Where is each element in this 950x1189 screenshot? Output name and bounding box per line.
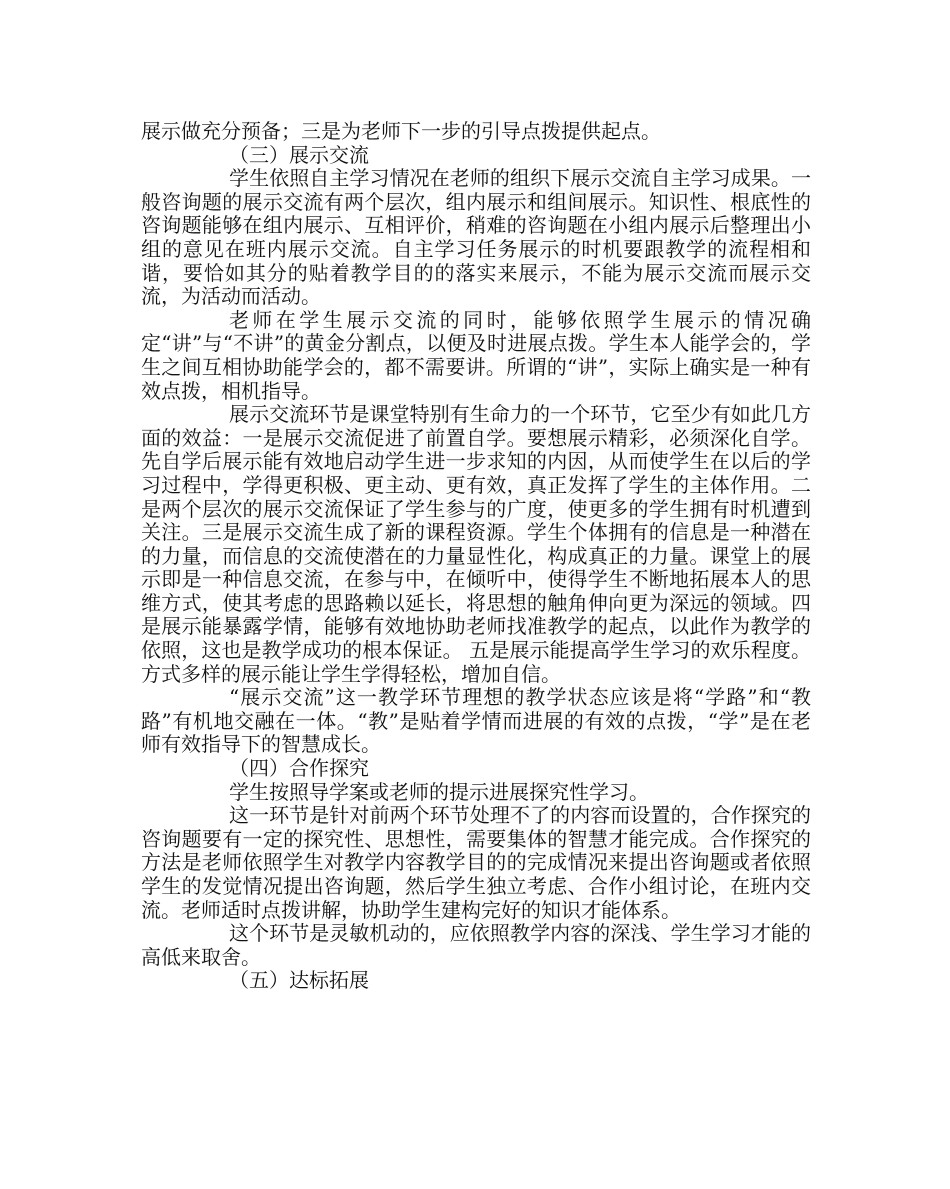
paragraph: 展示交流环节是课堂特别有生命力的一个环节，它至少有如此几方面的效益：一是展示交流促进了前置自学。要想展示精彩，必须深化自学。先自学后展示能有效地启动学生进一步求知的内因，从而使学生在以后的学习过程中，学得更积极、更主动、更有效，真正发挥了学生的主体作用。二是两个层次的展示交流保证了学生参与的广度，使更多的学生拥有时机遭到关注。三是展示交流生成了新的课程资源。学生个体拥有的信息是一种潜在的力量，而信息的交流使潜在的力量显性化，构成真正的力量。课堂上的展示即是一种信息交流，在参与中，在倾听中，使得学生不断地拓展本人的思维方式，使其考虑的思路赖以延长，将思想的触角伸向更为深远的领域。四是展示能暴露学情，能够有效地协助老师找准教学的起点，以此作为教学的依照，这也是教学成功的根本保证。 五是展示能提高学生学习的欢乐程度。方式多样的展示能让学生学得轻松，增加自信。 <box>141 402 811 686</box>
paragraph: 老师在学生展示交流的同时，能够依照学生展示的情况确定“讲”与“不讲”的黄金分割点，以便及时进展点拨。学生本人能学会的，学生之间互相协助能学会的，都不需要讲。所谓的“讲”，实际上确实是一种有效点拨，相机指导。 <box>141 307 811 403</box>
paragraph: 这一环节是针对前两个环节处理不了的内容而设置的，合作探究的咨询题要有一定的探究性、思想性，需要集体的智慧才能完成。合作探究的方法是老师依照学生对教学内容教学目的的完成情况来提出咨询题或者依照学生的发觉情况提出咨询题，然后学生独立考虑、合作小组讨论，在班内交流。老师适时点拨讲解，协助学生建构完好的知识才能体系。 <box>141 803 811 922</box>
paragraph: 学生按照导学案或老师的提示进展探究性学习。 <box>229 779 649 804</box>
section-heading-5: （五）达标拓展 <box>229 968 369 993</box>
section-heading-3: （三）展示交流 <box>229 142 369 167</box>
paragraph-continuation: 展示做充分预备；三是为老师下一步的引导点拨提供起点。 <box>141 119 661 143</box>
document-page <box>141 120 811 993</box>
paragraph: “展示交流”这一教学环节理想的教学状态应该是将“学路”和“教路”有机地交融在一体。“教”是贴着学情而进展的有效的点拨，“学”是在老师有效指导下的智慧成长。 <box>141 685 811 757</box>
paragraph: 学生依照自主学习情况在老师的组织下展示交流自主学习成果。一般咨询题的展示交流有两个层次，组内展示和组间展示。知识性、根底性的咨询题能够在组内展示、互相评价，稍难的咨询题在小组内展示后整理出小组的意见在班内展示交流。自主学习任务展示的时机要跟教学的流程相和谐，要恰如其分的贴着教学目的的落实来展示，不能为展示交流而展示交流，为活动而活动。 <box>141 166 811 309</box>
paragraph: 这个环节是灵敏机动的，应依照教学内容的深浅、学生学习才能的高低来取舍。 <box>141 921 811 969</box>
section-heading-4: （四）合作探究 <box>229 756 369 781</box>
